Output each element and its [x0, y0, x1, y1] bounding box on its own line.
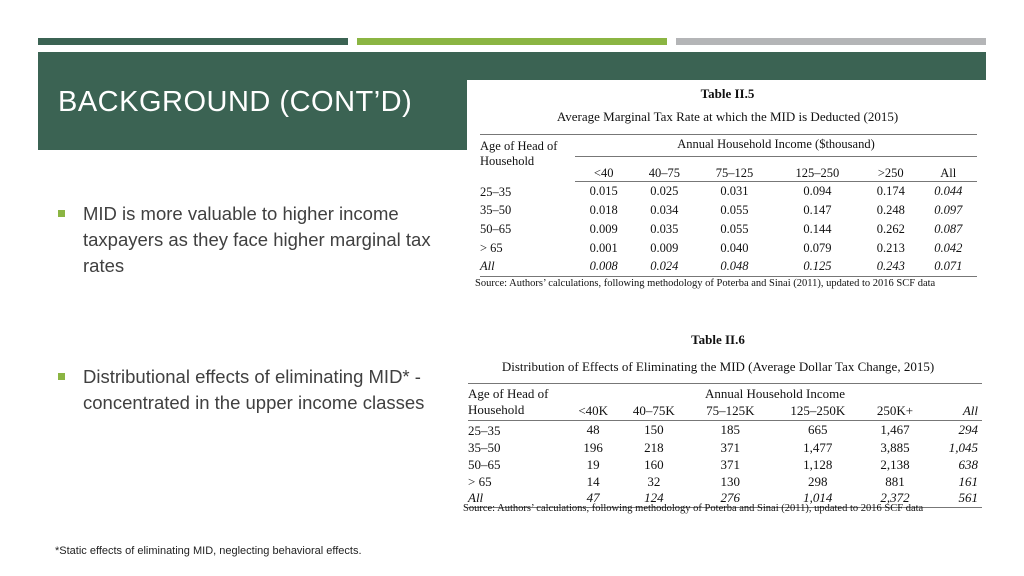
table-cell: 0.087 — [934, 221, 963, 236]
col-header: 250K+ — [864, 402, 925, 421]
table-cell: 1,128 — [803, 456, 833, 472]
table-cell: 0.015 — [589, 183, 618, 198]
table-row — [468, 473, 982, 490]
table-cell: 0.035 — [650, 221, 679, 236]
table-ii5-grid — [480, 134, 977, 277]
table-cell: 0.031 — [720, 183, 749, 198]
table-cell: 14 — [586, 473, 600, 489]
row-label: 25–35 — [480, 185, 512, 199]
col-header: All — [926, 402, 982, 421]
table-row — [468, 421, 982, 440]
col-header: >250 — [862, 157, 919, 182]
table-cell: 0.094 — [803, 183, 832, 198]
row-header: Age of Head of Household — [480, 135, 575, 182]
table-cell: 130 — [720, 473, 741, 489]
table-row — [468, 439, 982, 456]
table-cell: 196 — [583, 439, 603, 455]
table-cell: 1,477 — [803, 439, 833, 455]
table-cell: 371 — [720, 439, 741, 455]
col-header: 75–125K — [689, 402, 771, 421]
table-cell: 0.144 — [803, 221, 832, 236]
table-cell: 371 — [720, 456, 741, 472]
table-cell: 0.009 — [650, 240, 679, 255]
table-cell: 0.048 — [696, 258, 773, 277]
row-label: All — [480, 258, 575, 277]
table-cell: 0.055 — [720, 221, 749, 236]
table-cell: 0.024 — [632, 258, 696, 277]
row-label: 35–50 — [468, 439, 501, 455]
bullet-text-1: MID is more valuable to higher income taxpayers as they face higher marginal tax rates — [83, 203, 431, 276]
table-cell: 150 — [644, 422, 664, 437]
table-cell: 0.025 — [650, 183, 679, 198]
row-label: 25–35 — [468, 423, 501, 438]
table-cell: 0.147 — [803, 202, 832, 217]
group-header: Annual Household Income ($thousand) — [575, 135, 977, 157]
table-ii5-subtitle: Average Marginal Tax Rate at which the MID is Deducted (2015) — [556, 109, 899, 124]
table-cell: 218 — [644, 439, 664, 455]
table-cell: 0.001 — [589, 240, 618, 255]
top-accent-bar-gray — [676, 38, 986, 45]
table-ii5-source: Source: Authors’ calculations, following methodology of Poterba and Sinai (2011), updated to 2016 SCF data — [475, 278, 936, 289]
col-header: 40–75 — [632, 157, 696, 182]
table-cell: 665 — [808, 422, 828, 437]
table-row — [480, 220, 977, 239]
table-cell: 0.079 — [803, 240, 832, 255]
row-label: > 65 — [480, 240, 503, 255]
table-cell: 0.243 — [862, 258, 919, 277]
table-cell: 0.034 — [650, 202, 679, 217]
table-row — [468, 456, 982, 473]
table-header-row — [480, 135, 977, 157]
table-cell: 0.071 — [920, 258, 978, 277]
table-cell: 0.248 — [876, 202, 905, 217]
col-header: 125–250 — [773, 157, 862, 182]
table-cell: 0.008 — [575, 258, 632, 277]
col-header: <40 — [575, 157, 632, 182]
table-cell: 0.042 — [934, 240, 963, 255]
col-header: All — [920, 157, 978, 182]
table-cell: 2,138 — [880, 456, 910, 472]
table-cell: 2,372 — [864, 490, 925, 507]
table-ii6-grid — [468, 383, 982, 508]
table-ii6-caption: Table II.6 — [691, 332, 745, 347]
table-cell: 124 — [618, 490, 689, 507]
row-label: > 65 — [468, 473, 492, 489]
table-row — [480, 201, 977, 220]
top-accent-bar-dark — [38, 38, 348, 45]
bullet-item-1 — [58, 201, 448, 279]
table-ii6-subtitle: Distribution of Effects of Eliminating the MID (Average Dollar Tax Change, 2015) — [501, 359, 935, 374]
table-cell: 19 — [586, 456, 600, 472]
table-cell: 32 — [647, 473, 661, 489]
table-cell: 638 — [958, 456, 978, 472]
row-label: All — [468, 490, 568, 507]
bullet-item-2 — [58, 364, 448, 416]
bullet-square-icon — [58, 210, 65, 217]
table-row-total — [480, 258, 977, 277]
table-cell: 0.040 — [720, 240, 749, 255]
table-cell: 1,045 — [948, 439, 978, 455]
row-header-line2: Household — [468, 402, 568, 421]
table-cell: 48 — [586, 422, 600, 437]
slide-title: BACKGROUND (CONT’D) — [58, 86, 413, 118]
table-cell: 0.097 — [934, 202, 963, 217]
col-header: <40K — [568, 402, 618, 421]
table-cell: 47 — [568, 490, 618, 507]
table-ii6-source: Source: Authors’ calculations, following methodology of Poterba and Sinai (2011), updated to 2016 SCF data — [463, 503, 924, 514]
row-header-line1: Age of Head of — [468, 384, 568, 403]
table-column-row — [468, 402, 982, 421]
table-cell: 0.125 — [773, 258, 862, 277]
table-cell: 0.044 — [934, 183, 963, 198]
col-header: 125–250K — [771, 402, 864, 421]
bullet-square-icon — [58, 373, 65, 380]
table-cell: 0.213 — [876, 240, 905, 255]
table-cell: 1,014 — [771, 490, 864, 507]
table-row — [480, 239, 977, 258]
table-cell: 161 — [958, 473, 978, 489]
row-label: 50–65 — [480, 221, 512, 236]
table-cell: 1,467 — [880, 422, 910, 437]
table-cell: 0.009 — [589, 221, 618, 236]
table-cell: 0.018 — [589, 202, 618, 217]
group-header: Annual Household Income — [568, 384, 982, 403]
row-label: 50–65 — [468, 456, 501, 472]
bullet-text-2: Distributional effects of eliminating MID* - concentrated in the upper income classes — [83, 366, 425, 413]
table-cell: 294 — [958, 422, 978, 437]
col-header: 75–125 — [696, 157, 773, 182]
row-label: 35–50 — [480, 202, 512, 217]
table-ii6 — [448, 328, 988, 520]
top-accent-bar-green — [357, 38, 667, 45]
table-cell: 0.055 — [720, 202, 749, 217]
table-header-row — [468, 384, 982, 403]
table-cell: 276 — [689, 490, 771, 507]
table-cell: 0.174 — [876, 183, 905, 198]
table-cell: 0.262 — [876, 221, 905, 236]
col-header: 40–75K — [618, 402, 689, 421]
table-ii5 — [467, 80, 988, 294]
table-ii5-caption: Table II.5 — [700, 86, 755, 101]
table-cell: 561 — [926, 490, 982, 507]
footnote: *Static effects of eliminating MID, neglecting behavioral effects. — [55, 545, 362, 557]
table-row — [480, 182, 977, 201]
table-cell: 160 — [644, 456, 664, 472]
table-cell: 3,885 — [880, 439, 910, 455]
table-cell: 298 — [808, 473, 828, 489]
table-cell: 185 — [720, 422, 741, 437]
table-cell: 881 — [885, 473, 905, 489]
